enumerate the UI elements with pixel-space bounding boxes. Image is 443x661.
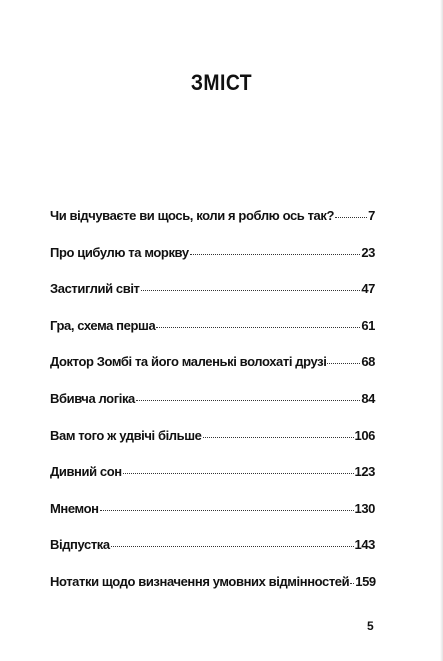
toc-dot-leader (335, 217, 367, 218)
toc-entry-title: Вам того ж удвічі більше (50, 427, 202, 443)
toc-entry (50, 464, 375, 501)
toc-dot-leader (123, 473, 354, 474)
toc-entry-page: 106 (354, 427, 375, 443)
toc-dot-leader (141, 290, 361, 291)
toc-entry-page: 23 (361, 244, 375, 260)
toc-entry-title: Мнемон (50, 500, 99, 516)
toc-entry-page: 143 (354, 537, 375, 553)
toc-entry (50, 245, 375, 282)
toc-dot-leader (111, 546, 354, 547)
toc-entry-page: 68 (361, 354, 375, 370)
toc-entry (50, 574, 375, 611)
toc-entry (50, 208, 375, 245)
toc-entry (50, 428, 375, 465)
toc-dot-leader (190, 254, 361, 255)
page-number: 5 (367, 619, 374, 633)
table-of-contents (50, 208, 375, 611)
toc-entry (50, 537, 375, 574)
toc-entry-title: Застиглий світ (50, 281, 140, 297)
toc-dot-leader (327, 363, 360, 364)
toc-entry-title: Відпустка (50, 537, 110, 553)
toc-entry-page: 7 (368, 208, 375, 223)
toc-entry-title: Вбивча логіка (50, 390, 135, 406)
toc-entry (50, 318, 375, 355)
toc-entry-title: Чи відчуваєте ви щось, коли я роблю ось так? (50, 208, 335, 223)
toc-entry-page: 123 (354, 464, 375, 480)
toc-entry (50, 501, 375, 538)
toc-entry-title: Гра, схема перша (50, 317, 156, 333)
page-title: ЗМІСТ (190, 70, 253, 95)
toc-entry-page: 47 (361, 281, 375, 297)
toc-entry-title: Доктор Зомбі та його маленькі волохаті друзі (50, 354, 327, 370)
toc-entry-page: 130 (354, 500, 375, 516)
toc-dot-leader (136, 400, 360, 401)
toc-entry-title: Про цибулю та моркву (50, 244, 189, 260)
toc-entry (50, 281, 375, 318)
toc-entry (50, 391, 375, 428)
toc-entry-page: 61 (361, 317, 375, 333)
toc-dot-leader (100, 510, 354, 511)
toc-entry-title: Нотатки щодо визначення умовних відмінностей (50, 573, 350, 589)
toc-entry-page: 159 (355, 573, 376, 589)
toc-entry-page: 84 (361, 390, 375, 406)
toc-dot-leader (350, 583, 354, 584)
toc-dot-leader (203, 437, 354, 438)
toc-entry-title: Дивний сон (50, 464, 122, 480)
toc-entry (50, 354, 375, 391)
toc-dot-leader (156, 327, 360, 328)
